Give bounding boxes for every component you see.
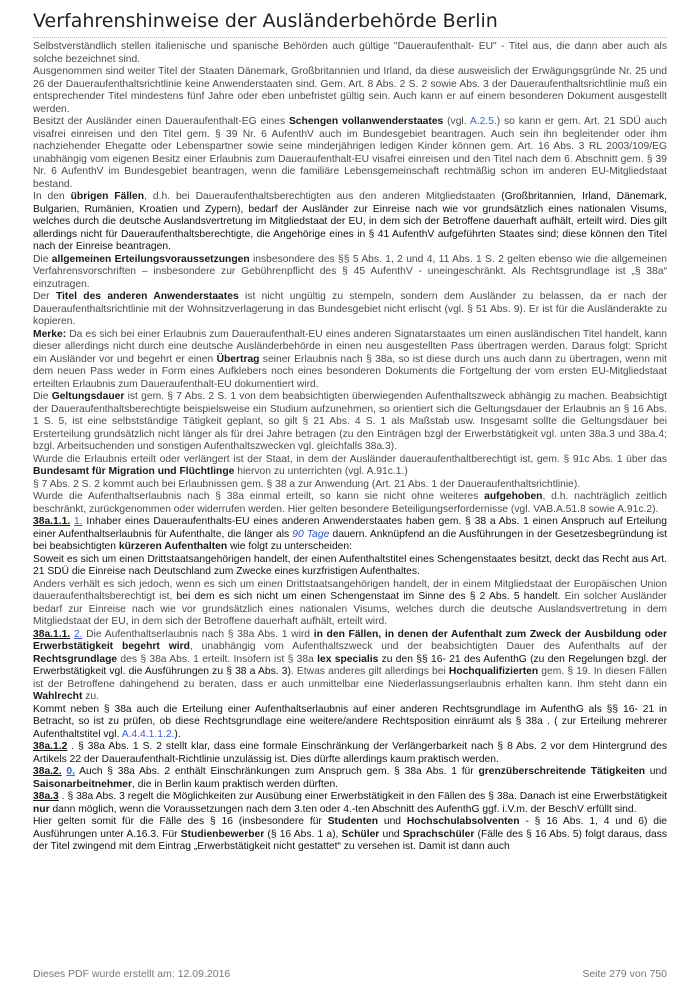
creation-date: Dieses PDF wurde erstellt am: 12.09.2016 (33, 968, 231, 980)
paragraph: Besitzt der Ausländer einen Daueraufenthalt-EG eines Schengen vollanwenderstaates (vgl. A.2.5.) so kann er gem. Art. 21 SDÜ auch visafrei einreisen und den Titel gem. § 39 Nr. 6 AufenthV auch im Bundesgebiet beantragen. Auch sein ihn begleitender oder ihm nachziehender Ehegatte oder Lebenspartner sowie seine minderjährigen ledigen Kinder können gem. Art. 16 Abs. 3 RL 2003/109/EG unabhängig vom eigenen Besitz einer Erlaubnis zum Daueraufenthalt-EU visafrei einreisen und den Titel nach dem 6. Abschnitt gem. § 39 Nr. 6 AufenthV im Bundesgebiet beantragen, wenn die familiäre Lebensgemeinschaft rechtmäßig schon im anderen EU-Mitgliedstaat bestand. (33, 116, 668, 190)
cross-reference-link[interactable]: A.2.5 (469, 116, 494, 127)
subsection-number: 0. (66, 766, 75, 777)
paragraph: Hier gelten somit für die Fälle des § 16 (insbesondere für Studenten und Hochschulabsolventen - § 16 Abs. 1, 4 und 6) die Ausführungen unter A.16.3. Für Studienbewerber (§ 16 Abs. 1 a), Schüler und Sprachschüler (Fälle des § 16 Abs. 5) folgt daraus, dass der Titel zwingend mit dem Eintrag „Erwerbstätigkeit nicht gestattet“ zu versehen ist. Damit ist dann auch (33, 816, 667, 852)
paragraph: 38a.1.1. 1. Inhaber eines Daueraufenthalts-EU eines anderen Anwenderstaates haben gem. § 38 a Abs. 1 einen Anspruch auf Erteilung einer Aufenthaltserlaubnis für Aufenthalte, die länger als 90 Tage dauern. Anknüpfend an die Ausführungen in der Gesetzesbegründung ist bei beabsichtigten kürzeren Aufenthalten wie folgt zu unterscheiden: (33, 516, 668, 552)
cross-reference-link[interactable]: 90 Tage (292, 528, 330, 540)
document-body (33, 41, 667, 854)
paragraph: Selbstverständlich stellen italienische und spanische Behörden auch gültige "Daueraufenthalt- EU" - Titel aus, die dann aber auch als solche bezeichnet sind. (33, 41, 667, 65)
paragraph: In den übrigen Fällen, d.h. bei Daueraufenthaltsberechtigten aus den anderen Mitgliedstaaten (Großbritannien, Irland, Dänemark, Bulgarien, Rumänien, Kroatien und Zypern), bedarf der Ausländer zur Einreise nach wie vor grundsätzlich eines nationalen Visums, welches durch die deutsche Auslandsvertretung im Mitgliedstaat der EU, in dem sich der Betroffene dauerhaft aufhält, erteilt wird. Dies gilt allerdings nicht für Daueraufenthaltsberechtigte, die Angehörige eines in § 41 AufenthV aufgeführten Staates sind; diese können den Titel nach der Einreise beantragen. (33, 191, 667, 252)
paragraph: § 7 Abs. 2 S. 2 kommt auch bei Erlaubnissen gem. § 38 a zur Anwendung (Art. 21 Abs. 1 der Daueraufenthaltsrichtlinie). (33, 478, 581, 490)
cross-reference-link[interactable]: A.4.4.1.1.2. (121, 728, 175, 740)
paragraph: 38a.2. 0. Auch § 38a Abs. 2 enthält Einschränkungen zum Anspruch gem. § 38a Abs. 1 für grenzüberschreitende Tätigkeiten und Saisonarbeitnehmer, die in Berlin kaum praktisch werden dürften. (33, 766, 667, 790)
paragraph: Soweit es sich um einen Drittstaatsangehörigen handelt, der einen Aufenthaltstitel eines Schengenstaates besitzt, deckt das Recht aus Art. 21 SDÜ die Einreise nach Deutschland zum Zwecke eines kurzfristigen Aufenthaltes. (33, 553, 667, 577)
paragraph: Kommt neben § 38a auch die Erteilung einer Aufenthaltserlaubnis auf einer anderen Rechtsgrundlage im AufenthG als §§ 16- 21 in Betracht, so ist zu prüfen, ob diese Rechtsgrundlage eine weitere/andere Rechtsposition einräumt als § 38a . ( zur Erteilung mehrerer Aufenthaltstitel vgl. A.4.4.1.1.2.). (33, 703, 667, 740)
section-number: 38a.3 (33, 791, 59, 802)
section-number: 38a.1.1. (33, 628, 71, 640)
paragraph: Die allgemeinen Erteilungsvoraussetzungen insbesondere des §§ 5 Abs. 1, 2 und 4, 11 Abs. 1 S. 2 gelten ebenso wie die allgemeinen Verfahrensvorschriften – insbesondere zur Gebührenpflicht des § 45 AufenthV - uneingeschränkt. Als Rechtsgrundlage ist „§ 38a“ einzutragen. (33, 253, 668, 290)
page-footer (33, 968, 667, 980)
paragraph: 38a.3 . § 38a Abs. 3 regelt die Möglichkeiten zur Ausübung einer Erwerbstätigkeit in den Fällen des § 38a. Danach ist eine Erwerbstätigkeit nur dann möglich, wenn die Voraussetzungen nach dem 3.ten oder 4.-ten Abschnitt des AufenthG ggf. i.V.m. der BeschV erfüllt sind. (33, 791, 667, 815)
section-number: 38a.2. (33, 766, 62, 777)
paragraph: Ausgenommen sind weiter Titel der Staaten Dänemark, Großbritannien und Irland, da diese ausweislich der Erwägungsgründe Nr. 25 und 26 der Daueraufenthaltsrichtlinie keine Anwenderstaaten sind. Gem. Art. 8 Abs. 2 S. 2 sowie Abs. 3 der Daueraufenthaltsrichtlinie muß ein entsprechender Titel mindestens fünf Jahre oder eben unbefristet gültig sein. Auch kann er auf einem besonderen Dokument ausgestellt werden. (33, 66, 667, 115)
subsection-number: 1. (74, 516, 83, 527)
paragraph: Anders verhält es sich jedoch, wenn es sich um einen Drittstaatsangehörigen handelt, der in einem Mitgliedstaat der Europäischen Union daueraufenthaltsberechtigt ist, bei dem es sich nicht um einen Schengenstaat im Sinne des § 2 Abs. 5 handelt. Ein solcher Ausländer bedarf zur Einreise nach wie vor grundsätzlich eines nationalen Visums, welches durch die deutsche Auslandsvertretung in dem Mitgliedstaat der EU, in dem sich der Betroffene dauerhaft aufhält, erteilt wird. (33, 578, 667, 627)
paragraph: Wurde die Erlaubnis erteilt oder verlängert ist der Staat, in dem der Ausländer daueraufenthaltberechtigt ist, gem. § 91c Abs. 1 über das Bundesamt für Migration und Flüchtlinge hiervon zu unterrichten (vgl. A.91c.1.) (33, 453, 667, 477)
title-divider (33, 37, 667, 38)
paragraph: 38a.1.1. 2. Die Aufenthaltserlaubnis nach § 38a Abs. 1 wird in den Fällen, in denen der Aufenthalt zum Zweck der Ausbildung oder Erwerbstätigkeit begehrt wird, unabhängig vom Aufenthaltszweck und der beabsichtigten Dauer des Aufenthalts auf der Rechtsgrundlage des § 38a Abs. 1 erteilt. Insofern ist § 38a lex specialis zu den §§ 16- 21 des AufenthG (zu den Regelungen bzgl. der Erwerbstätigkeit vgl. die Ausführungen zu § 38 a Abs. 3). Etwas anderes gilt allerdings bei Hochqualifizierten gem. § 19. In diesen Fällen ist der Betroffene dahingehend zu beraten, dass er auch unmittelbar eine Niederlassungserlaubnis erhalten kann. Ihm steht dann ein Wahlrecht zu. (33, 628, 667, 702)
page-number: Seite 279 von 750 (582, 968, 667, 980)
paragraph: Wurde die Aufenthaltserlaubnis nach § 38a einmal erteilt, so kann sie nicht ohne weiteres aufgehoben, d.h. nachträglich zeitlich beschränkt, zurückgenommen oder widerrufen werden. Hier gelten besondere Beteiligungserfordernisse (vgl. VAB.A.51.8 sowie A.91c.2). (33, 491, 667, 515)
paragraph: Merke: Da es sich bei einer Erlaubnis zum Daueraufenthalt-EU eines anderen Signatarstaates um einen ausländischen Titel handelt, kann dieser allerdings nicht durch eine deutsche Ausländerbehörde in einen neu ausgestellten Pass übertragen werden. Daraus folgt: Spricht ein Ausländer vor und begehrt er einen Übertrag seiner Erlaubnis nach § 38a, so ist diese durch uns auch dann zu übertragen, wenn mit dem neuen Pass weder in Form eines Aufklebers noch eines besonderen Dokuments die Fortgeltung der vom ersten EU-Mitgliedstaat erteilten Erlaubnis zum Daueraufenthalt-EU dokumentiert wird. (33, 328, 667, 390)
paragraph: 38a.1.2 . § 38a Abs. 1 S. 2 stellt klar, dass eine formale Einschränkung der Verlängerbarkeit nach § 8 Abs. 2 vor dem Hintergrund des Artikels 22 der Daueraufenthalt-Richtlinie unzulässig ist. Dies dürfte allerdings kaum praktisch werden. (33, 741, 667, 765)
paragraph: Der Titel des anderen Anwenderstaates ist nicht ungültig zu stempeln, sondern dem Ausländer zu belassen, da er nach der Daueraufenthaltsrichtlinie mit der Wohnsitzverlagerung in das Bundesgebiet nicht erlischt (vgl. § 51 Abs. 9). Er ist für die Ausländerakte zu kopieren. (33, 291, 668, 327)
section-number: 38a.1.1. (33, 516, 71, 527)
paragraph: Die Geltungsdauer ist gem. § 7 Abs. 2 S. 1 von dem beabsichtigten überwiegenden Aufenthaltszweck abhängig zu machen. Beabsichtigt der Daueraufenthaltsberechtigte beispielsweise ein Studium aufzunehmen, so orientiert sich die Geltungsdauer der Erlaubnis an § 16 Abs. 1 S. 5, ist eine selbstständige Tätigkeit geplant, so gilt § 21 Abs. 4 S. 1 als Maßstab usw. Insgesamt sollte die Geltungsdauer bei Ersterteilung grundsätzlich nicht länger als für drei Jahre betragen (zu den Einträgen bzgl der Erwerbstätigkeit vgl. unten 38a.3 und 38a.4; bzgl. Arbeitsuchenden und sonstigen Aufenthaltszwecken vgl. gleichfalls 38a.3). (33, 391, 667, 452)
page-title: Verfahrenshinweise der Ausländerbehörde Berlin (33, 10, 498, 32)
section-number: 38a.1.2 (33, 741, 68, 752)
subsection-number: 2. (73, 628, 83, 640)
